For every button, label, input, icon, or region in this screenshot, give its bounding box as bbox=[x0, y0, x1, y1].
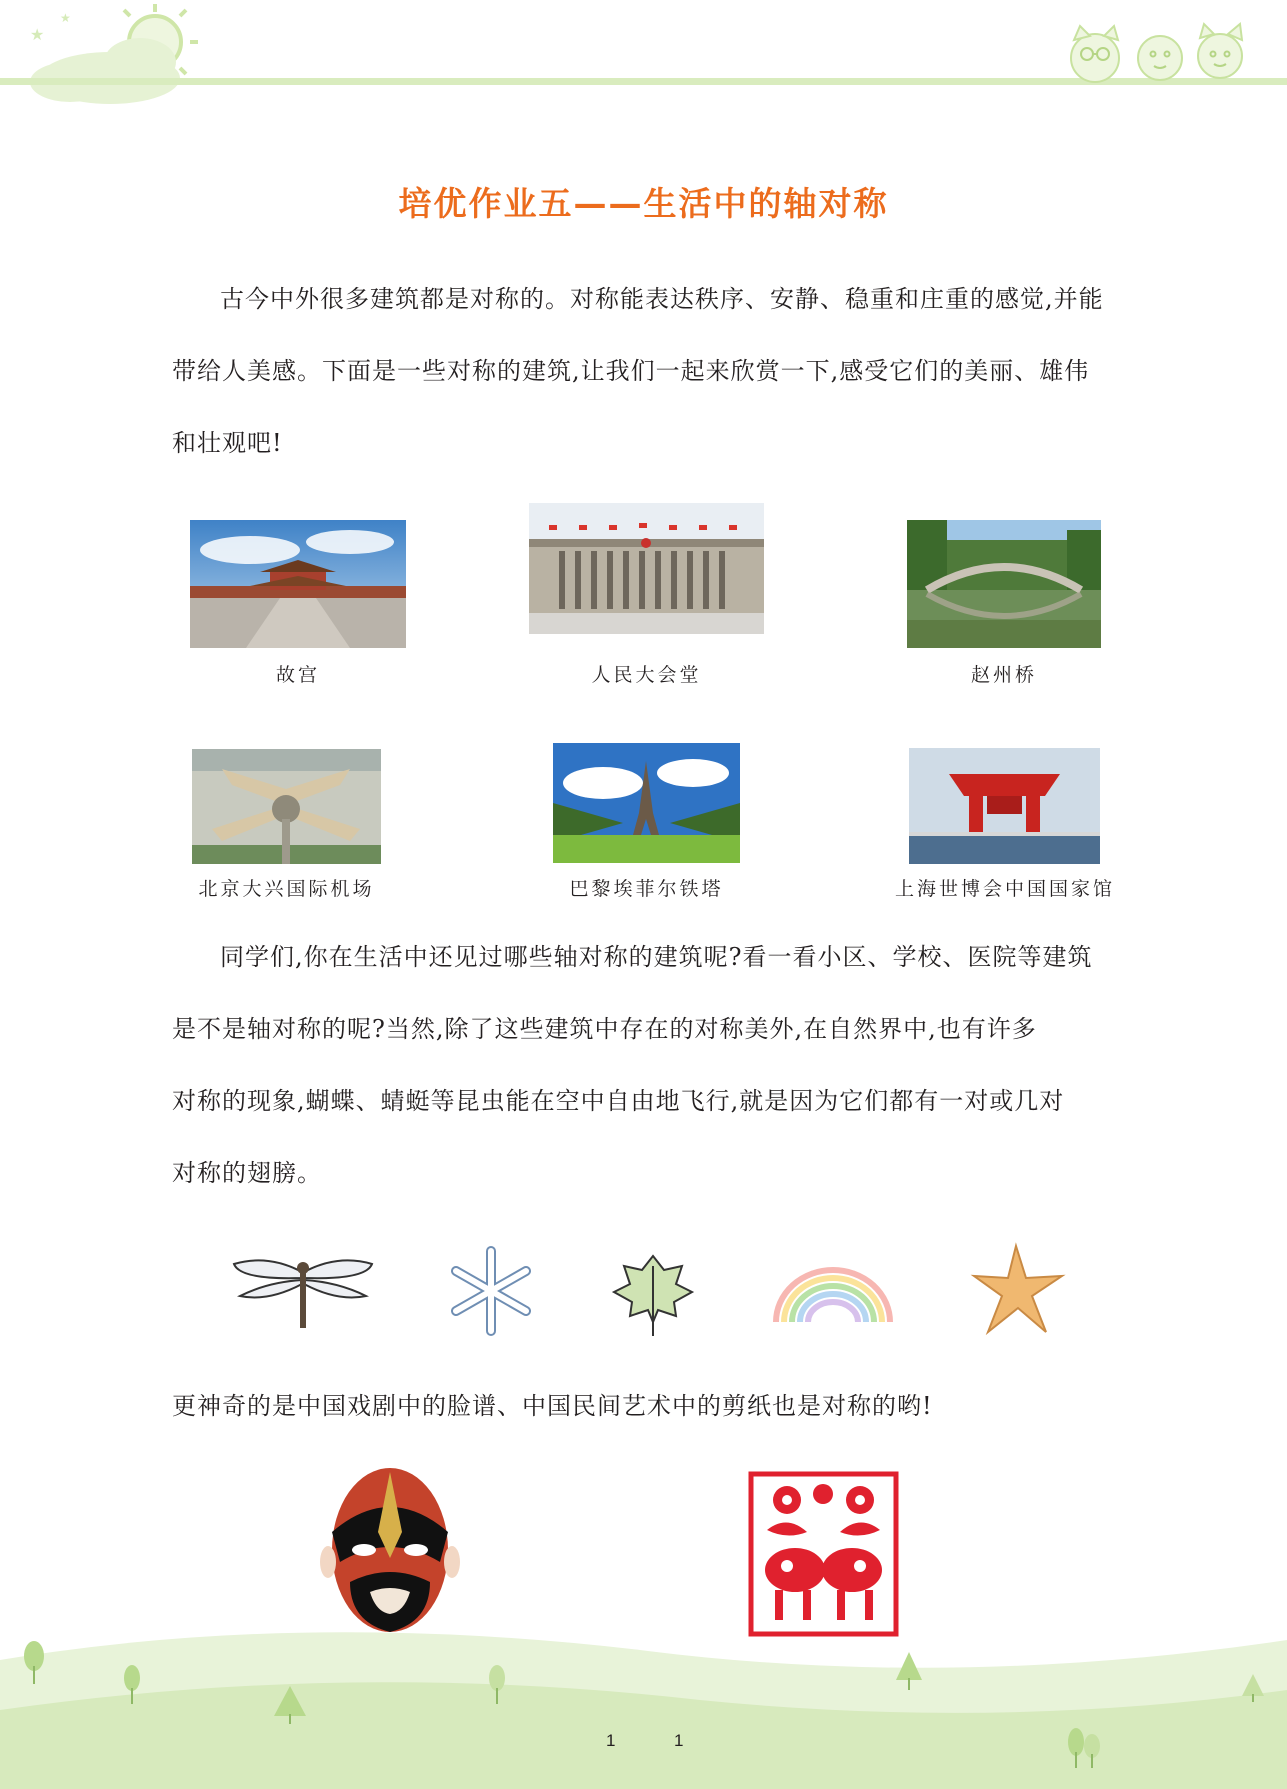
rainbow-icon bbox=[770, 1262, 896, 1326]
intro-line-3: 和壮观吧! bbox=[172, 429, 283, 457]
starfish-icon bbox=[970, 1242, 1068, 1338]
snowflake-icon bbox=[440, 1245, 542, 1337]
leaf-icon bbox=[610, 1252, 696, 1336]
great-hall-photo bbox=[529, 503, 764, 634]
intro-paragraph bbox=[172, 263, 1137, 479]
daxing-airport-photo bbox=[192, 749, 381, 864]
cat-faces-icon bbox=[1060, 22, 1260, 84]
caption-great-hall: 人民大会堂 bbox=[591, 664, 702, 686]
nature-paragraph bbox=[172, 921, 1137, 1209]
dragonfly-icon bbox=[228, 1252, 378, 1330]
intro-line-2: 带给人美感。下面是一些对称的建筑,让我们一起来欣赏一下,感受它们的美丽、雄伟 bbox=[172, 357, 1090, 385]
eiffel-tower-photo bbox=[553, 743, 740, 863]
forbidden-city-photo bbox=[190, 520, 406, 648]
svg-text:★: ★ bbox=[60, 11, 71, 25]
tree-icon bbox=[484, 1664, 510, 1704]
page-number-left: 1 bbox=[606, 1731, 616, 1750]
intro-line-1: 古今中外很多建筑都是对称的。对称能表达秩序、安静、稳重和庄重的感觉,并能 bbox=[220, 285, 1104, 313]
nature-line-2: 是不是轴对称的呢?当然,除了这些建筑中存在的对称美外,在自然界中,也有许多 bbox=[172, 1015, 1037, 1043]
nature-line-3: 对称的现象,蝴蝶、蜻蜓等昆虫能在空中自由地飞行,就是因为它们都有一对或几对 bbox=[172, 1087, 1065, 1115]
svg-text:★: ★ bbox=[30, 25, 45, 44]
china-pavilion-photo bbox=[909, 748, 1100, 864]
sun-cloud-icon bbox=[0, 0, 220, 110]
nature-line-1: 同学们,你在生活中还见过哪些轴对称的建筑呢?看一看小区、学校、医院等建筑 bbox=[220, 943, 1093, 971]
caption-eiffel: 巴黎埃菲尔铁塔 bbox=[569, 878, 724, 900]
tree-icon bbox=[18, 1640, 50, 1684]
page-number-right: 1 bbox=[674, 1731, 684, 1750]
caption-gugong: 故宫 bbox=[275, 664, 320, 686]
art-paragraph bbox=[172, 1370, 1137, 1442]
tree-icon bbox=[892, 1650, 926, 1690]
nature-line-4: 对称的翅膀。 bbox=[172, 1159, 322, 1187]
tree-icon bbox=[118, 1664, 146, 1704]
caption-china-pavilion: 上海世博会中国国家馆 bbox=[894, 878, 1115, 900]
page-title: 培优作业五——生活中的轴对称 bbox=[398, 184, 889, 223]
tree-icon bbox=[1240, 1672, 1266, 1702]
tree-icon bbox=[270, 1684, 310, 1724]
art-line-1: 更神奇的是中国戏剧中的脸谱、中国民间艺术中的剪纸也是对称的哟! bbox=[172, 1392, 933, 1420]
zhaozhou-bridge-photo bbox=[907, 520, 1101, 648]
tree-icon bbox=[1062, 1724, 1104, 1768]
caption-daxing: 北京大兴国际机场 bbox=[198, 878, 375, 900]
caption-zhaozhou: 赵州桥 bbox=[970, 664, 1037, 686]
